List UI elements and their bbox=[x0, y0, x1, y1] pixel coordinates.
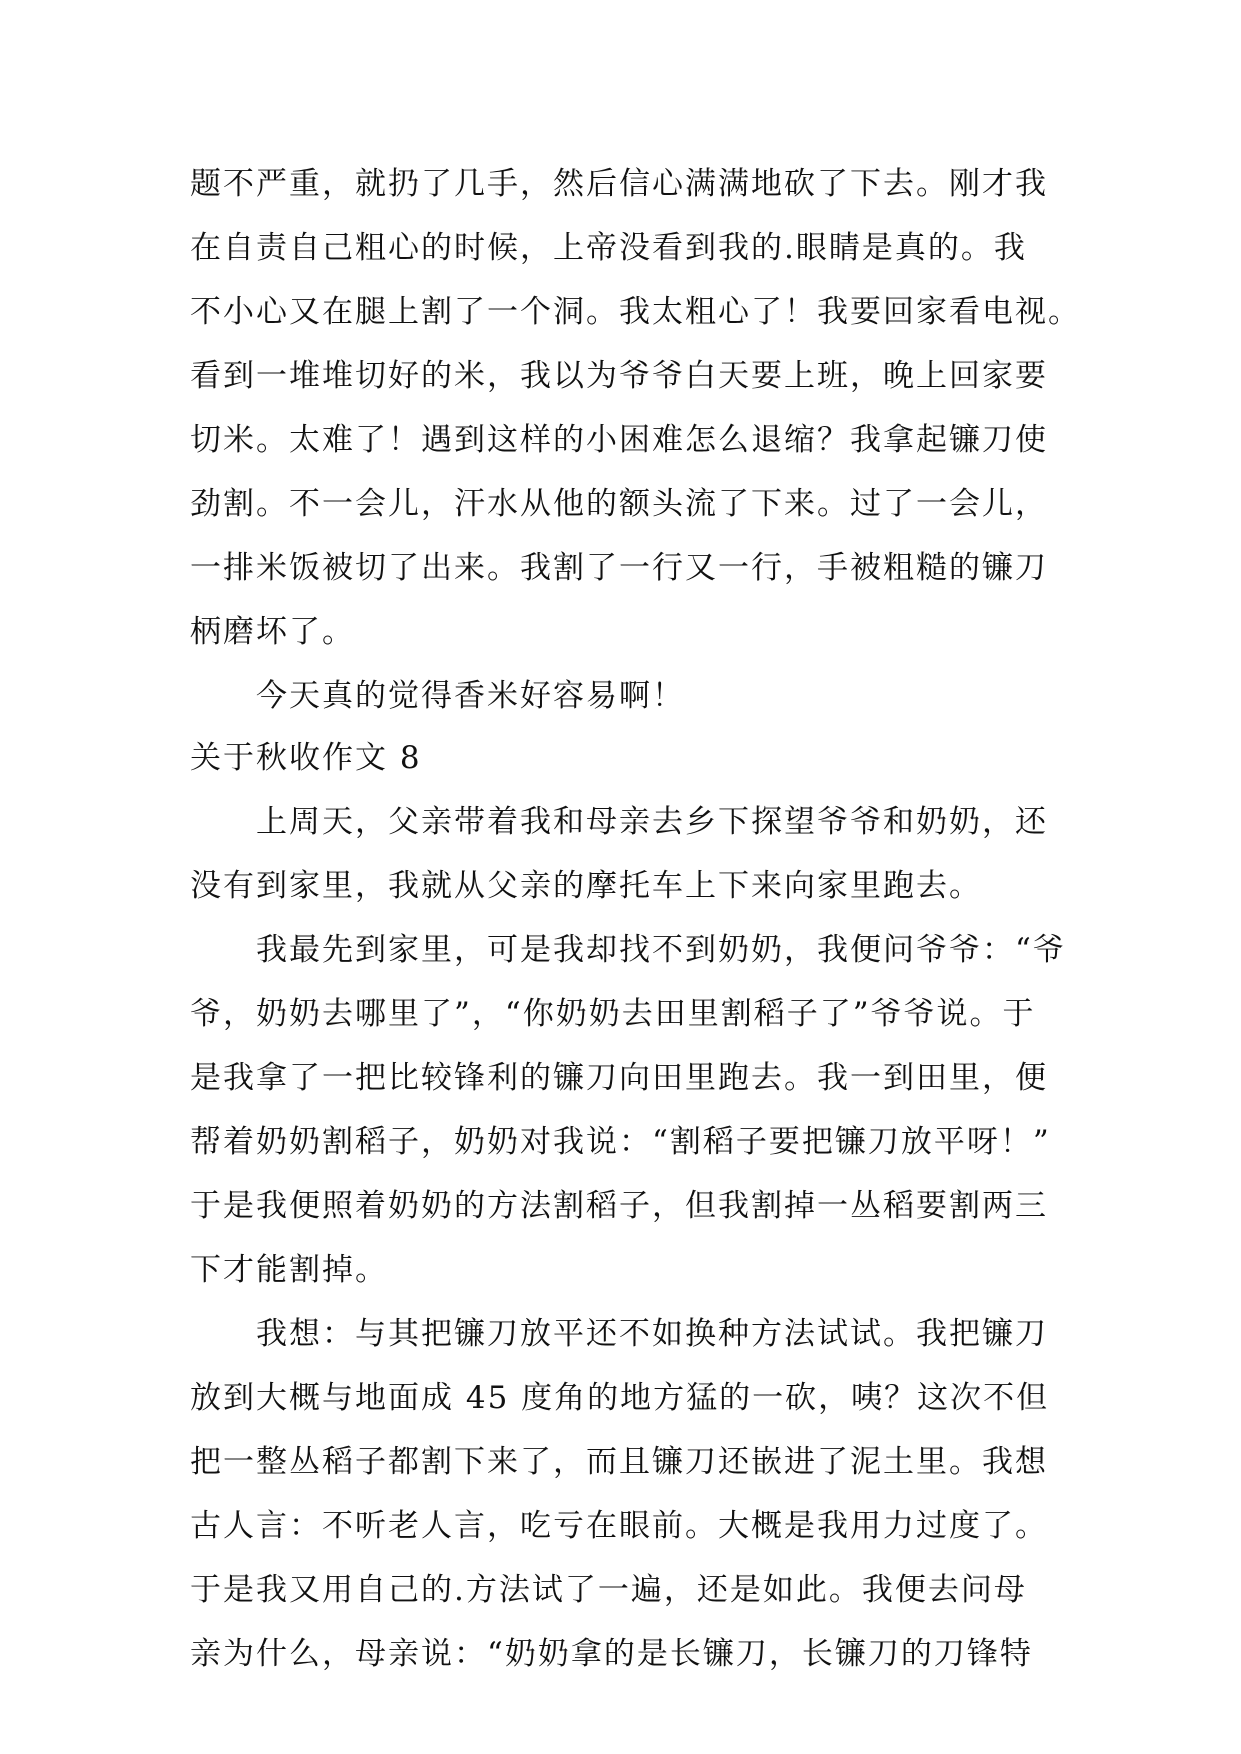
text-line: 不小心又在腿上割了一个洞。我太粗心了！我要回家看电视。 bbox=[190, 294, 1081, 330]
text-line: 古人言：不听老人言，吃亏在眼前。大概是我用力过度了。 bbox=[190, 1508, 1048, 1544]
text-line: 于是我便照着奶奶的方法割稻子，但我割掉一丛稻要割两三 bbox=[190, 1188, 1048, 1224]
text-line: 于是我又用自己的.方法试了一遍，还是如此。我便去问母 bbox=[190, 1572, 1027, 1608]
text-line: 劲割。不一会儿，汗水从他的额头流了下来。过了一会儿， bbox=[190, 486, 1048, 522]
text-line: 帮着奶奶割稻子，奶奶对我说：“割稻子要把镰刀放平呀！” bbox=[190, 1124, 1051, 1160]
text-line: 一排米饭被切了出来。我割了一行又一行，手被粗糙的镰刀 bbox=[190, 550, 1048, 586]
text-line: 放到大概与地面成 45 度角的地方猛的一砍，咦？这次不但 bbox=[190, 1380, 1050, 1416]
text-line: 下才能割掉。 bbox=[190, 1252, 388, 1288]
text-line: 在自责自己粗心的时候，上帝没看到我的.眼睛是真的。我 bbox=[190, 230, 1027, 266]
text-line: 切米。太难了！遇到这样的小困难怎么退缩？我拿起镰刀使 bbox=[190, 422, 1048, 458]
section-heading: 关于秋收作文 8 bbox=[190, 740, 422, 776]
text-line: 题不严重，就扔了几手，然后信心满满地砍了下去。刚才我 bbox=[190, 166, 1048, 202]
text-line: 柄磨坏了。 bbox=[190, 614, 355, 650]
text-line: 爷，奶奶去哪里了”，“你奶奶去田里割稻子了”爷爷说。于 bbox=[190, 996, 1036, 1032]
text-line: 看到一堆堆切好的米，我以为爷爷白天要上班，晚上回家要 bbox=[190, 358, 1048, 394]
text-line: 亲为什么，母亲说：“奶奶拿的是长镰刀，长镰刀的刀锋特 bbox=[190, 1636, 1033, 1672]
paragraph-line: 今天真的觉得香米好容易啊！ bbox=[256, 678, 685, 714]
paragraph-line: 我想：与其把镰刀放平还不如换种方法试试。我把镰刀 bbox=[256, 1316, 1048, 1352]
text-line: 没有到家里，我就从父亲的摩托车上下来向家里跑去。 bbox=[190, 868, 982, 904]
text-line: 是我拿了一把比较锋利的镰刀向田里跑去。我一到田里，便 bbox=[190, 1060, 1048, 1096]
text-line: 把一整丛稻子都割下来了，而且镰刀还嵌进了泥土里。我想 bbox=[190, 1444, 1048, 1480]
paragraph-line: 我最先到家里，可是我却找不到奶奶，我便问爷爷：“爷 bbox=[256, 932, 1066, 968]
paragraph-line: 上周天，父亲带着我和母亲去乡下探望爷爷和奶奶，还 bbox=[256, 804, 1048, 840]
